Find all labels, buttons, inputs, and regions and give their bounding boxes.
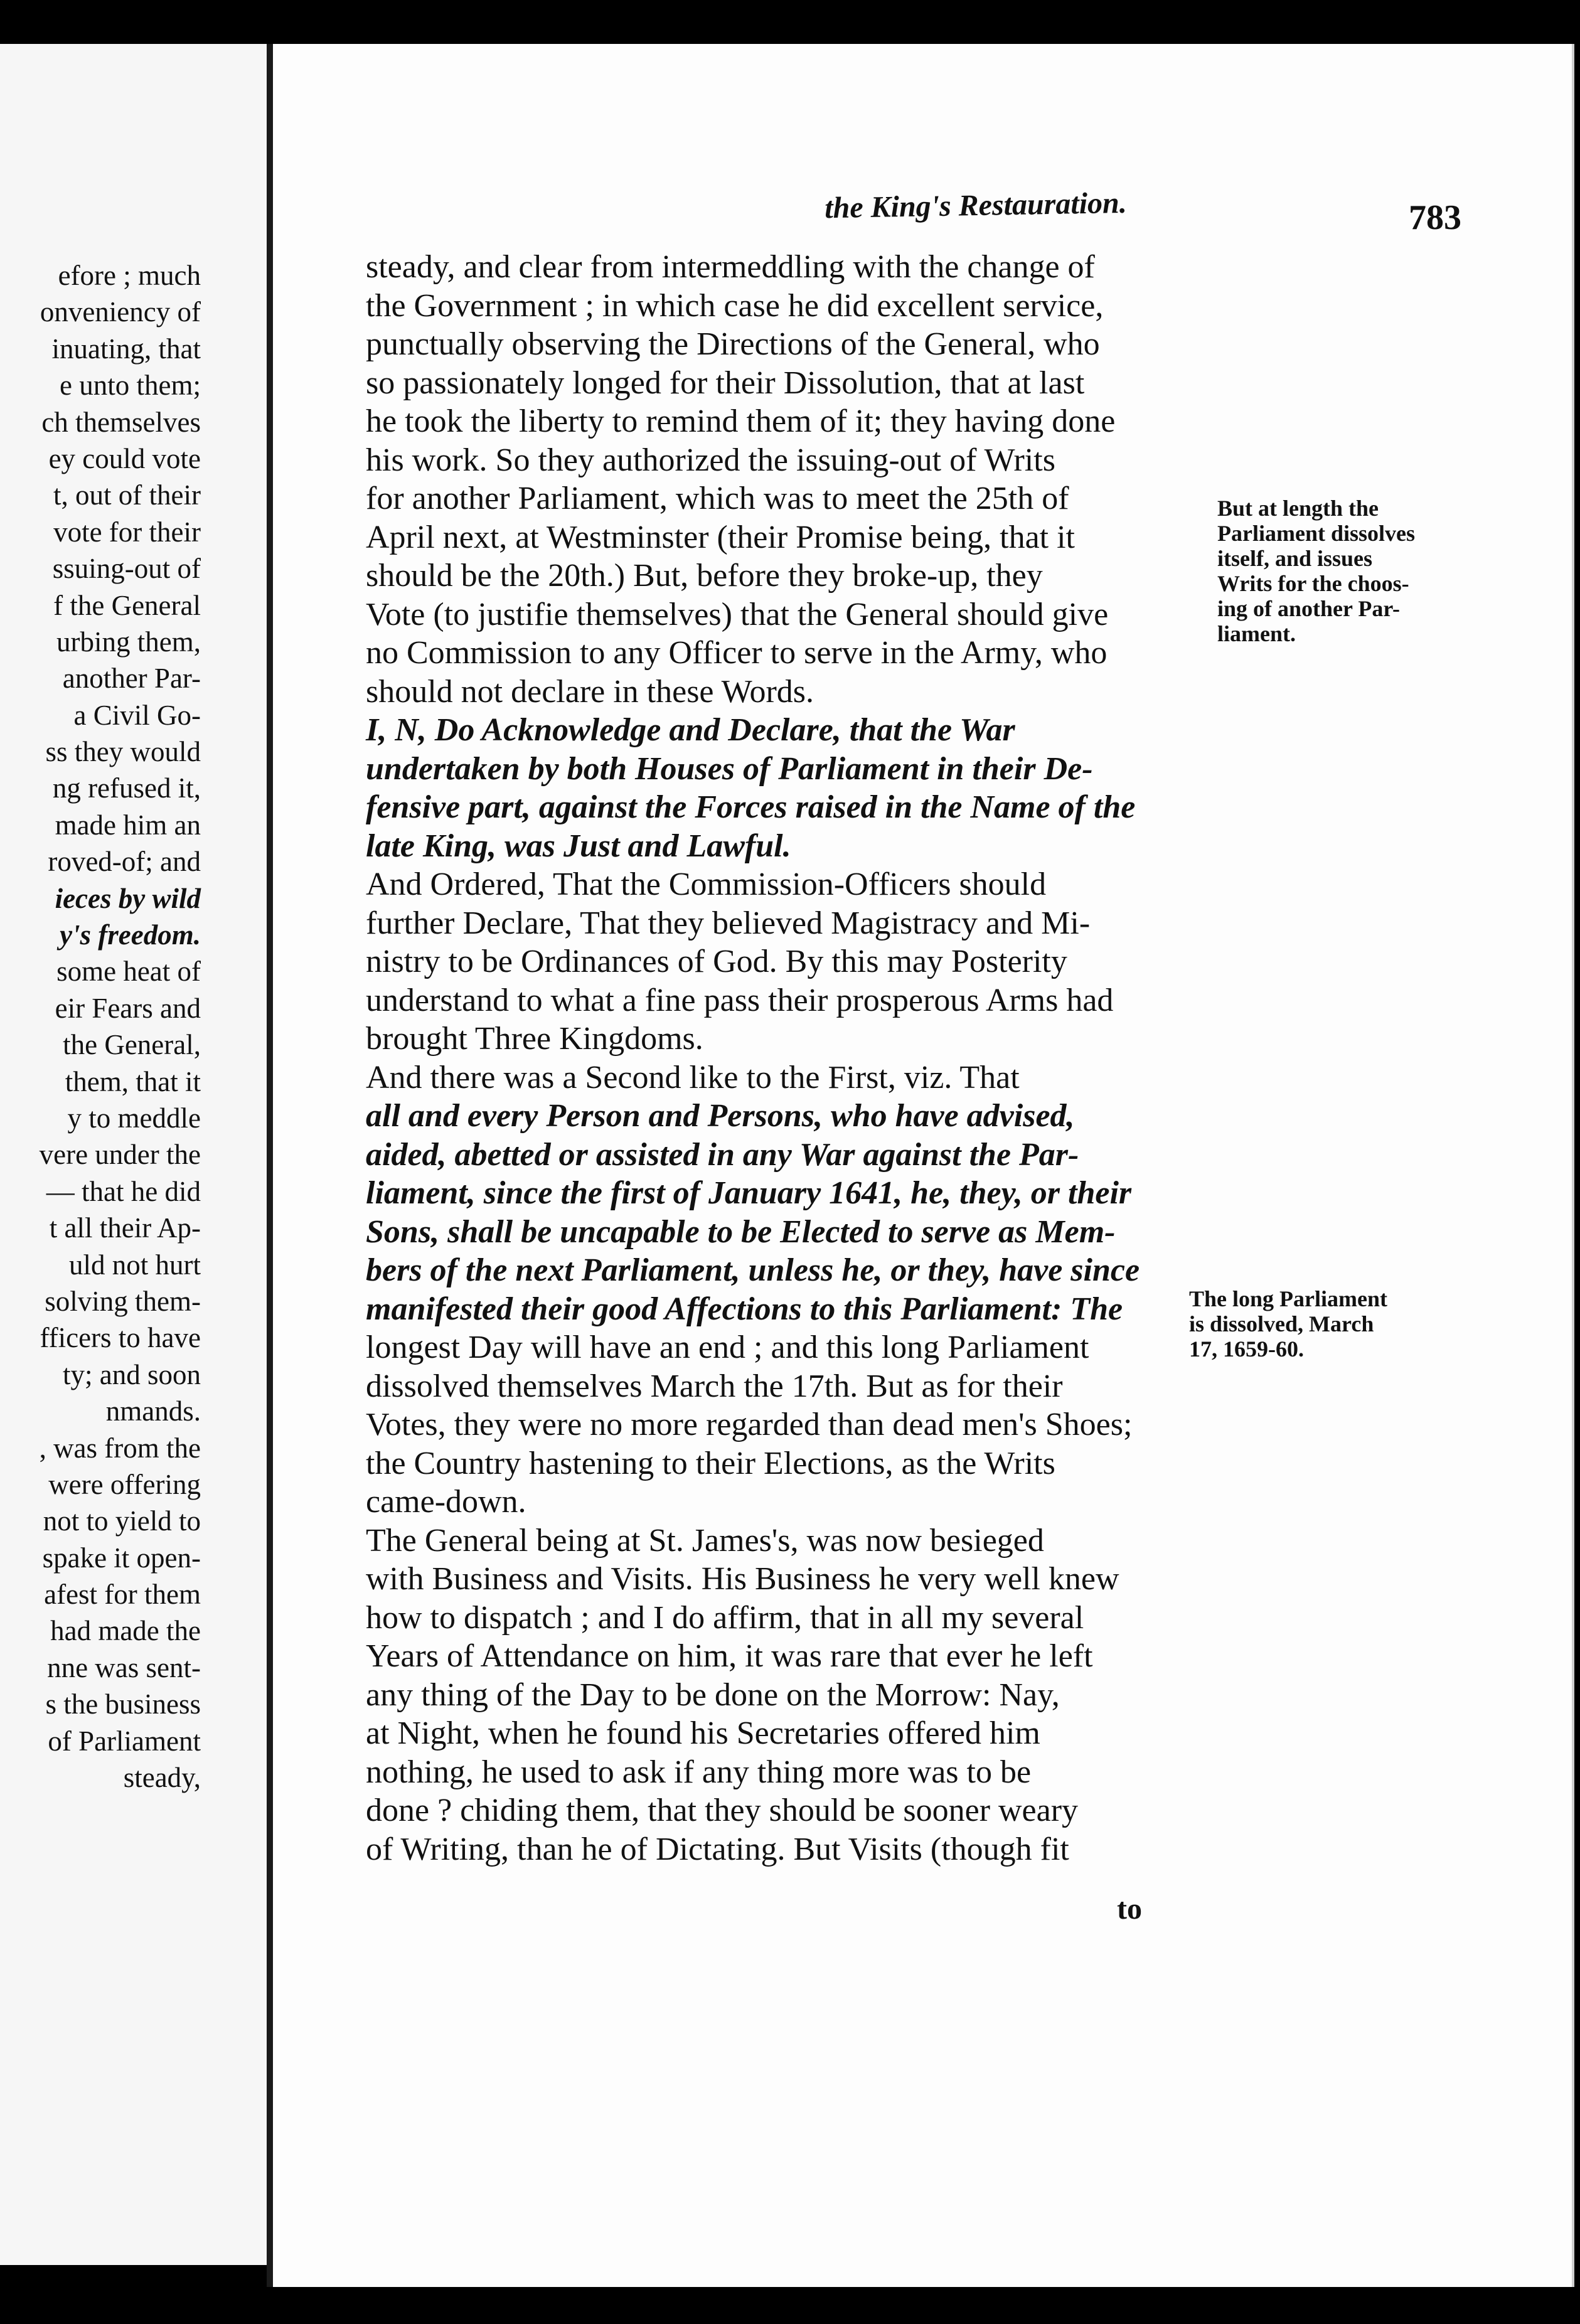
text-line: longest Day will have an end ; and this long Parliament: [366, 1330, 1089, 1365]
text-line: y to meddle: [67, 1102, 201, 1134]
left-page-text: [0, 257, 201, 1796]
page-number: 783: [1409, 198, 1461, 237]
text-line: not to yield to: [43, 1505, 201, 1537]
text-line: had made the: [50, 1615, 201, 1647]
running-head: the King's Restauration.: [824, 186, 1128, 225]
text-line: were offering: [48, 1468, 201, 1500]
margin-note-dissolution-writs: [1217, 496, 1468, 646]
text-line: fensive part, against the Forces raised in the Name of the: [366, 789, 1136, 825]
text-line: — that he did: [46, 1175, 201, 1207]
text-line: of Writing, than he of Dictating. But Visits (though fit: [366, 1831, 1069, 1867]
text-line: another Par-: [62, 663, 201, 695]
text-line: nistry to be Ordinances of God. By this may Posterity: [366, 944, 1067, 979]
text-line: ss they would: [45, 736, 201, 768]
text-line: ty; and soon: [63, 1358, 201, 1390]
text-line: I, N, Do Acknowledge and Declare, that the War: [366, 712, 1015, 748]
margin-note-line: Writs for the choos-: [1217, 571, 1409, 596]
text-line: for another Parliament, which was to meet the 25th of: [366, 481, 1069, 516]
text-line: ssuing-out of: [52, 553, 201, 585]
text-line: done ? chiding them, that they should be sooner weary: [366, 1793, 1079, 1828]
margin-note-line: But at length the: [1217, 496, 1379, 521]
text-line: uld not hurt: [69, 1249, 201, 1281]
text-line: ng refused it,: [52, 772, 201, 804]
text-line: he took the liberty to remind them of it; they having done: [366, 403, 1116, 439]
text-line: fficers to have: [40, 1322, 201, 1354]
text-line: ey could vote: [48, 442, 201, 474]
text-line: nne was sent-: [47, 1651, 201, 1683]
text-line: the General,: [63, 1029, 201, 1061]
margin-note-line: Parliament dissolves: [1217, 521, 1415, 546]
text-line: punctually observing the Directions of the General, who: [366, 326, 1100, 362]
text-line: a Civil Go-: [73, 699, 201, 731]
text-line: at Night, when he found his Secretaries offered him: [366, 1715, 1040, 1751]
margin-note-line: liament.: [1217, 621, 1296, 646]
text-line: The General being at St. James's, was now besieged: [366, 1522, 1044, 1559]
text-line: spake it open-: [42, 1542, 201, 1574]
text-line: nothing, he used to ask if any thing more was to be: [366, 1754, 1032, 1790]
text-line: solving them-: [45, 1285, 201, 1317]
text-line: should not declare in these Words.: [366, 673, 814, 710]
text-line: afest for them: [44, 1579, 201, 1611]
margin-note-line: is dissolved, March: [1189, 1311, 1374, 1336]
text-line: undertaken by both Houses of Parliament in their De-: [366, 750, 1093, 787]
text-line: Vote (to justifie themselves) that the General should give: [366, 596, 1109, 632]
text-line: bers of the next Parliament, unless he, or they, have since: [366, 1252, 1140, 1288]
text-line: his work. So they authorized the issuing-out of Writs: [366, 442, 1055, 478]
text-line: came-down.: [366, 1484, 526, 1520]
text-line: s the business: [45, 1688, 201, 1720]
text-line: vere under the: [39, 1139, 201, 1171]
text-line: Years of Attendance on him, it was rare that ever he left: [366, 1638, 1093, 1674]
text-line: And Ordered, That the Commission-Officers should: [366, 866, 1047, 902]
text-line: t all their Ap-: [49, 1212, 201, 1244]
text-line: Sons, shall be uncapable to be Elected to serve as Mem-: [366, 1213, 1116, 1250]
text-line: of Parliament: [48, 1725, 201, 1757]
text-line: nmands.: [105, 1395, 201, 1427]
text-line: efore ; much: [58, 260, 201, 291]
right-page: [267, 44, 1574, 2287]
text-line: manifested their good Affections to this Parliament: The: [366, 1291, 1123, 1327]
left-page: [0, 44, 289, 2265]
text-line: with Business and Visits. His Business he very well knew: [366, 1561, 1119, 1597]
text-line: the Government ; in which case he did excellent service,: [366, 287, 1104, 324]
text-line: t, out of their: [53, 479, 201, 511]
text-line: liament, since the first of January 1641, he, they, or their: [366, 1175, 1132, 1211]
text-line: so passionately longed for their Dissolution, that at last: [366, 365, 1085, 401]
text-line: all and every Person and Persons, who have advised,: [366, 1098, 1075, 1134]
text-line: vote for their: [53, 516, 201, 548]
text-line: Votes, they were no more regarded than dead men's Shoes;: [366, 1407, 1133, 1442]
text-line: should be the 20th.) But, before they broke-up, they: [366, 558, 1043, 594]
text-line: roved-of; and: [48, 846, 201, 878]
text-line: aided, abetted or assisted in any War against the Par-: [366, 1136, 1079, 1173]
text-line: April next, at Westminster (their Promise being, that it: [366, 519, 1075, 555]
margin-note-line: 17, 1659-60.: [1189, 1336, 1304, 1362]
text-line: made him an: [55, 809, 201, 841]
margin-note-long-parliament: [1189, 1286, 1478, 1362]
text-line: any thing of the Day to be done on the Morrow: Nay,: [366, 1676, 1060, 1713]
text-line: f the General: [53, 589, 201, 621]
text-line: steady, and clear from intermeddling with the change of: [366, 249, 1095, 285]
text-line: And there was a Second like to the First, viz. That: [366, 1059, 1020, 1095]
text-line: dissolved themselves March the 17th. But as for their: [366, 1368, 1063, 1404]
text-line: understand to what a fine pass their prosperous Arms had: [366, 982, 1114, 1018]
text-line: brought Three Kingdoms.: [366, 1021, 703, 1057]
text-line: , was from the: [39, 1432, 201, 1464]
margin-note-line: itself, and issues: [1217, 546, 1373, 571]
text-line: how to dispatch ; and I do affirm, that in all my several: [366, 1599, 1084, 1636]
text-line: no Commission to any Officer to serve in the Army, who: [366, 635, 1108, 671]
text-line: ch themselves: [41, 406, 201, 438]
text-line: some heat of: [56, 956, 201, 988]
catchword: to: [1117, 1892, 1142, 1926]
text-line: them, that it: [65, 1065, 201, 1097]
text-line: the Country hastening to their Elections, as the Writs: [366, 1445, 1055, 1481]
main-text: [366, 248, 1219, 1868]
margin-note-line: ing of another Par-: [1217, 596, 1400, 621]
margin-note-line: The long Parliament: [1189, 1286, 1387, 1311]
text-line: urbing them,: [56, 626, 201, 658]
text-line: inuating, that: [51, 333, 201, 365]
text-line: eir Fears and: [55, 992, 201, 1024]
text-line: ieces by wild: [55, 882, 201, 914]
text-line: e unto them;: [60, 370, 201, 402]
text-line: further Declare, That they believed Magistracy and Mi-: [366, 905, 1091, 941]
text-line: steady,: [123, 1762, 201, 1794]
text-line: y's freedom.: [60, 919, 201, 951]
text-line: onveniency of: [40, 296, 201, 328]
text-line: late King, was Just and Lawful.: [366, 828, 791, 864]
